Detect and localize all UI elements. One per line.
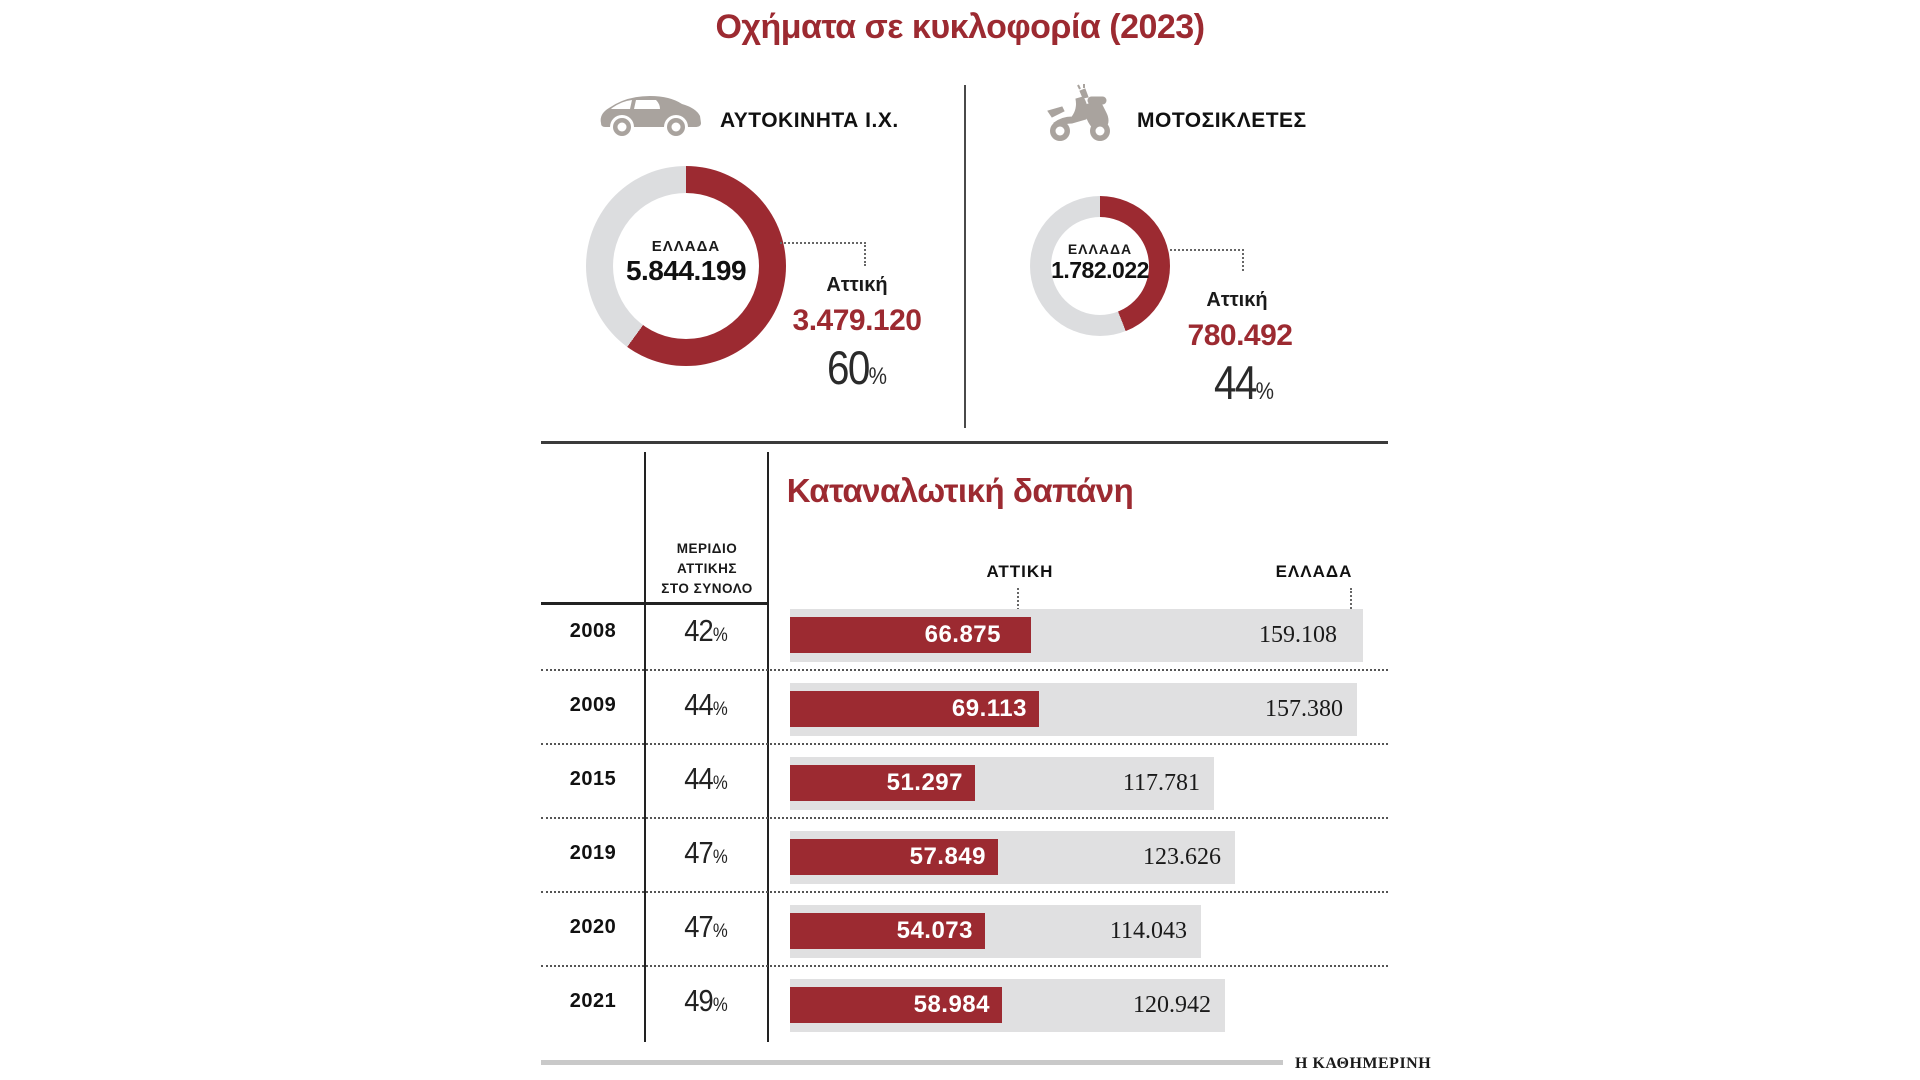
row-separator (541, 965, 1388, 967)
row-year: 2019 (569, 842, 617, 864)
table-header-underline (541, 602, 768, 605)
greece-bar-value: 159.108 (1259, 622, 1337, 648)
vehicles-section-title: Οχήματα σε κυκλοφορία (2023) (715, 8, 1205, 46)
motorcycles-share-number: 44 (1214, 356, 1256, 409)
publisher-brand: Η ΚΑΘΗΜΕΡΙΝΗ (1295, 1055, 1432, 1072)
motorcycles-donut-center (1030, 241, 1170, 284)
motorcycles-country-label: ΕΛΛΑΔΑ (1067, 241, 1133, 257)
row-share-pct: 44% (684, 687, 728, 722)
cars-label: ΑΥΤΟΚΙΝΗΤΑ Ι.Χ. (720, 109, 899, 132)
cars-region-share (805, 340, 908, 395)
motorcycles-callout-leader-v (1242, 249, 1244, 271)
cars-donut-center (586, 238, 786, 287)
greece-bar-value: 114.043 (1109, 918, 1187, 944)
row-share-pct: 47% (684, 909, 728, 944)
motorcycles-callout-leader-h (1170, 249, 1244, 251)
attica-bar-value: 57.849 (909, 843, 986, 870)
greece-column-header: ΕΛΛΑΔΑ (1275, 562, 1353, 581)
motorcycles-region-label: Αττική (1206, 289, 1268, 311)
attica-bar-value: 69.113 (951, 695, 1027, 722)
cars-region-label: Αττική (826, 274, 888, 296)
cars-share-number: 60 (827, 341, 869, 394)
row-share-pct: 49% (684, 983, 728, 1018)
share-column-header (647, 539, 767, 599)
greece-bar-value: 157.380 (1265, 696, 1343, 722)
cars-country-label: ΕΛΛΑΔΑ (651, 238, 721, 255)
row-share-pct: 42% (684, 613, 728, 648)
row-year: 2009 (569, 694, 617, 716)
attica-bar (790, 839, 998, 875)
attica-bar (790, 765, 975, 801)
spending-section-title: Καταναλωτική δαπάνη (786, 472, 1134, 509)
table-vertical-line-1 (644, 452, 646, 1042)
row-separator (541, 891, 1388, 893)
section-vertical-divider (964, 85, 966, 428)
greece-bar-value: 117.781 (1122, 770, 1200, 796)
cars-region-value: 3.479.120 (792, 304, 922, 337)
row-separator (541, 743, 1388, 745)
row-separator (541, 669, 1388, 671)
row-year: 2008 (569, 620, 617, 642)
cars-callout-leader-v (864, 242, 866, 266)
row-year: 2015 (569, 768, 617, 790)
attica-bar (790, 987, 1002, 1023)
attica-bar (790, 617, 1031, 653)
share-header-line3: ΣΤΟ ΣΥΝΟΛΟ (661, 581, 753, 596)
row-share-pct: 44% (684, 761, 728, 796)
attica-bar-value: 58.984 (913, 991, 990, 1018)
scooter-icon (1042, 83, 1122, 145)
footer-rule (541, 1060, 1283, 1065)
attica-column-header: ΑΤΤΙΚΗ (986, 562, 1054, 581)
motorcycles-region-value: 780.492 (1187, 319, 1293, 352)
cars-country-total: 5.844.199 (625, 255, 747, 286)
attica-bar (790, 913, 985, 949)
greece-bar-value: 120.942 (1133, 992, 1211, 1018)
attica-bar-value: 51.297 (886, 769, 963, 796)
cars-callout-leader-h (780, 242, 866, 244)
share-header-line2: ΑΤΤΙΚΗΣ (677, 561, 737, 576)
motorcycles-country-total: 1.782.022 (1051, 257, 1149, 283)
car-icon (596, 91, 704, 137)
motorcycles-region-share (1192, 355, 1295, 410)
attica-bar-value: 66.875 (924, 621, 1001, 648)
attica-bar-value: 54.073 (896, 917, 973, 944)
cars-share-percent-sign: % (868, 363, 887, 390)
row-year: 2021 (569, 990, 617, 1012)
row-share-pct: 47% (684, 835, 728, 870)
table-vertical-line-2 (767, 452, 769, 1042)
attica-bar (790, 691, 1039, 727)
share-header-line1: ΜΕΡΙΔΙΟ (676, 541, 738, 556)
section-divider (541, 441, 1388, 444)
greece-bar-value: 123.626 (1143, 844, 1221, 870)
row-separator (541, 817, 1388, 819)
motorcycles-share-percent-sign: % (1255, 378, 1274, 405)
row-year: 2020 (569, 916, 617, 938)
motorcycles-label: ΜΟΤΟΣΙΚΛΕΤΕΣ (1137, 109, 1307, 132)
